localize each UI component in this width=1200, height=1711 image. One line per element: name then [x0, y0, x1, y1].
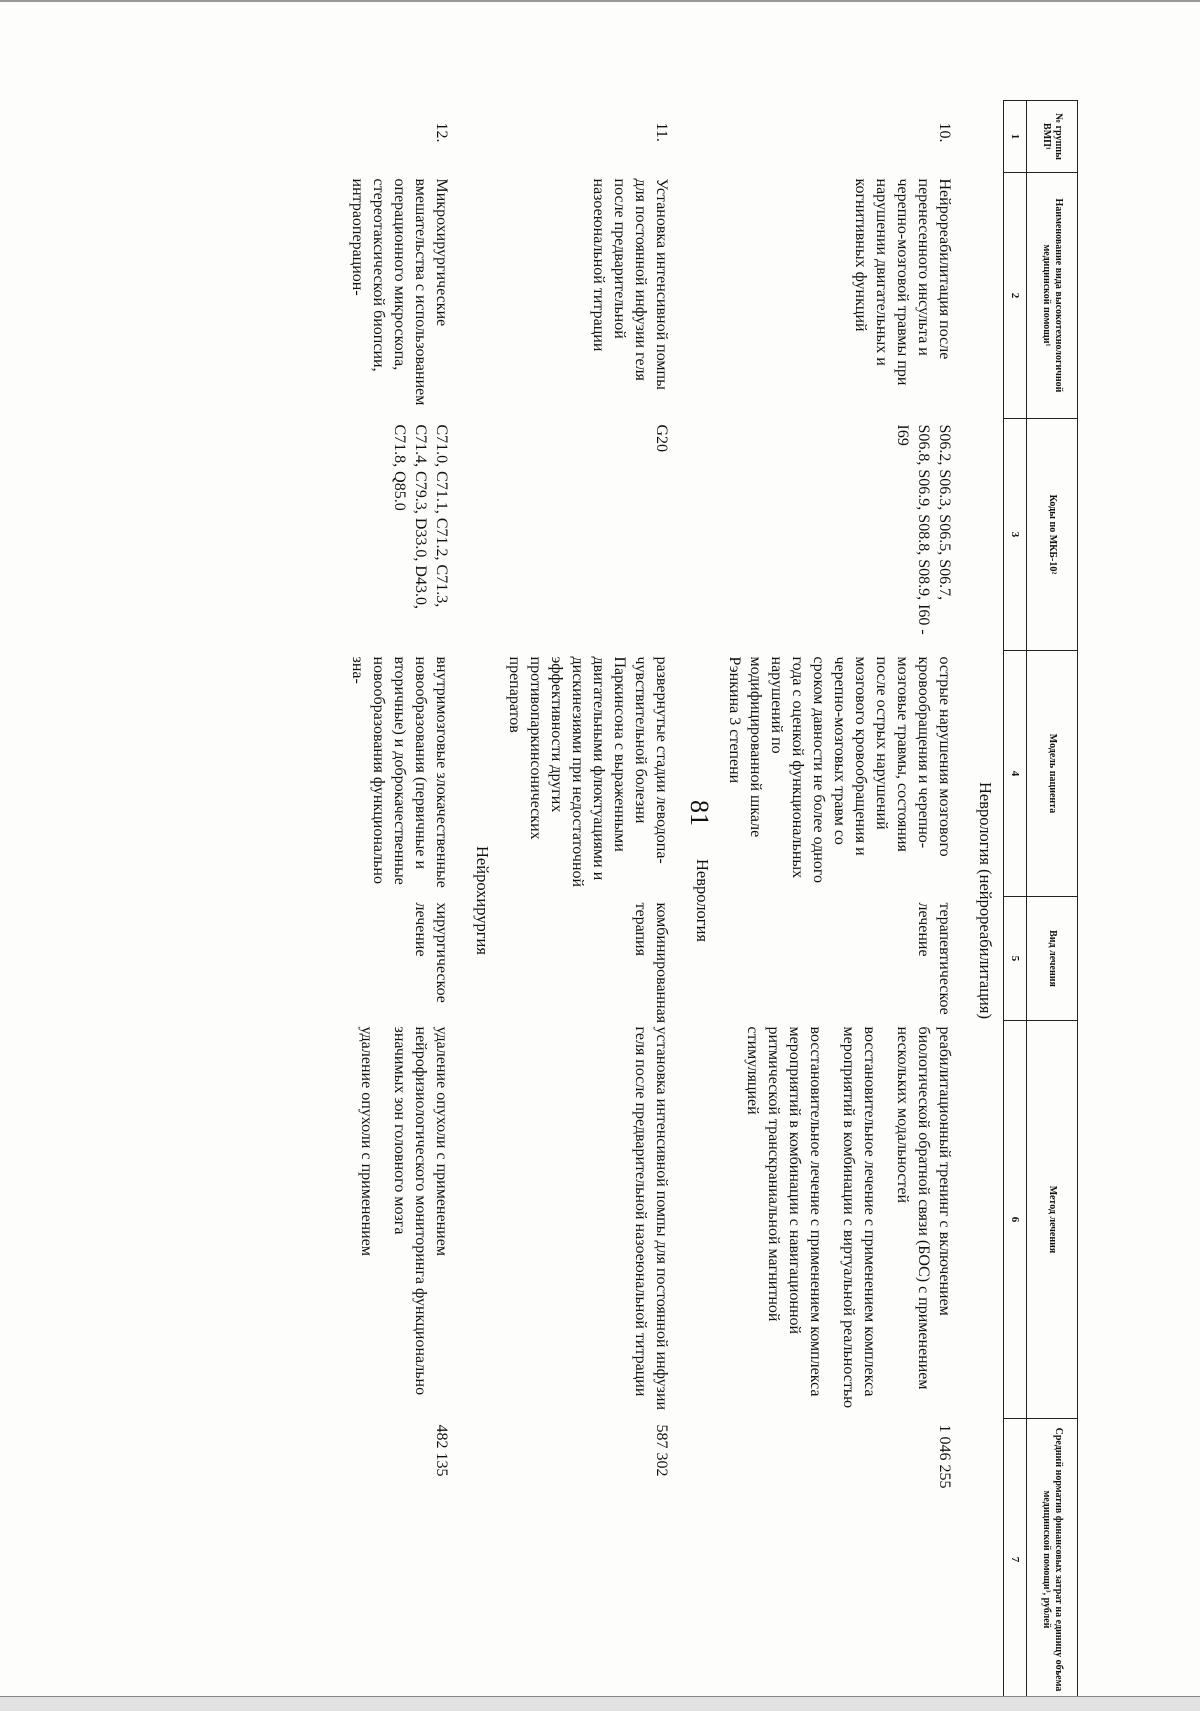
icd-codes: S06.2, S06.3, S06.5, S06.7, S06.8, S06.9, S08.8, S08.9, I60 - I69 — [894, 424, 953, 635]
header-cost-standard: Средний норматив финансовых затрат на единицу объема медицинской помощи³, рублей — [1027, 1419, 1078, 1701]
treatment-type: терапевтическое лечение — [915, 902, 953, 1015]
section-title: Нейрохирургия — [473, 846, 492, 955]
table-row — [343, 101, 470, 1701]
column-number: 3 — [1004, 419, 1027, 651]
rotated-table-container — [98, 100, 1078, 1700]
treatment-method: удаление опухоли с применением — [358, 1026, 375, 1256]
scan-edge-top — [0, 0, 1200, 2]
treatment-methods — [500, 1021, 690, 1419]
icd-codes: C71.0, C71.1, C71.2, C71.3, C71.4, C79.3, D33.0, D43.0, C71.8, Q85.0 — [391, 424, 450, 609]
table-row — [720, 101, 973, 1701]
medical-care-table — [343, 100, 1078, 1701]
icd-codes: G20 — [653, 424, 670, 453]
cost-value: 1 046 255 — [936, 1424, 953, 1489]
cost-value: 587 302 — [653, 1424, 670, 1477]
column-number: 7 — [1004, 1419, 1027, 1701]
care-name: Нейрореабилитация после перенесенного инсульта и черепно-мозговой травмы при нарушении двигательных и когнитивных функций — [852, 178, 953, 386]
table-row — [500, 101, 690, 1701]
section-title: Неврология (нейрореабилитация) — [976, 782, 995, 1019]
group-number: 10. — [936, 122, 953, 143]
treatment-method: восстановительное лечение с применением комплекса мероприятий в комбинации с виртуальной реальностью — [840, 1026, 878, 1409]
column-number: 4 — [1004, 651, 1027, 897]
section-heading-row — [690, 101, 720, 1701]
section-heading-row — [973, 101, 1004, 1701]
patient-model: развернутые стадии леводопа-чувствительной болезни Паркинсона с выраженными двигательными флюктуациями и дискинезиями при недостаточной эффективности других противопаркинсонических препаратов — [506, 656, 670, 888]
treatment-type: комбинированная терапия — [632, 902, 670, 1024]
header-group-no: № группы ВМП¹ — [1027, 101, 1078, 173]
group-number: 12. — [433, 122, 450, 143]
section-heading-row — [470, 101, 500, 1701]
header-icd-codes: Коды по МКБ-10² — [1027, 419, 1078, 651]
section-title: Неврология — [693, 859, 712, 942]
treatment-method: реабилитационный тренинг с включением биологической обратной связи (БОС) с применением нескольких модальностей — [894, 1026, 953, 1390]
cost-value: 482 135 — [433, 1424, 450, 1477]
column-number: 2 — [1004, 173, 1027, 419]
column-number: 6 — [1004, 1021, 1027, 1419]
header-patient-model: Модель пациента — [1027, 651, 1078, 897]
column-number: 1 — [1004, 101, 1027, 173]
treatment-method: восстановительное лечение с применением комплекса мероприятий в комбинации с навигационной ритмической транскраниальной магнитной стимуляцией — [744, 1026, 824, 1397]
treatment-methods — [720, 1021, 973, 1419]
patient-model: внутримозговые злокачественные новообразования (первичные и вторичные) и доброкачественные новообразования функционально зна- — [349, 656, 450, 888]
header-treatment-method: Метод лечения — [1027, 1021, 1078, 1419]
header-row — [1027, 101, 1078, 1701]
treatment-methods — [343, 1021, 470, 1419]
page-number: 81 — [685, 800, 714, 826]
header-care-name: Наименование вида высокотехнологичной медицинской помощи¹ — [1027, 173, 1078, 419]
scan-edge-bottom — [0, 1696, 1200, 1711]
care-name: Установка интенсивной помпы для постоянной инфузии геля после предварительной назоеюнальной титрации — [590, 178, 670, 390]
treatment-method: установка интенсивной помпы для постоянной инфузии геля после предварительной назоеюнальной титрации — [632, 1026, 670, 1411]
treatment-method: удаление опухоли с применением нейрофизиологического мониторинга функционально значимых зон головного мозга — [391, 1026, 450, 1396]
column-number-row — [1004, 101, 1027, 1701]
treatment-type: хирургическое лечение — [412, 902, 450, 1003]
column-number: 5 — [1004, 897, 1027, 1021]
header-treatment-type: Вид лечения — [1027, 897, 1078, 1021]
group-number: 11. — [653, 122, 670, 142]
care-name: Микрохирургические вмешательства с использованием операционного микроскопа, стереотаксической биопсии, интраоперацион- — [349, 178, 450, 406]
patient-model: острые нарушения мозгового кровообращения и черепно-мозговые травмы, состояния после острых нарушений мозгового кровообращения и черепно-мозговых травм со сроком давности не более одного года с оценкой функциональных нарушений по модифицированной шкале Рэнкина 3 степени — [726, 656, 953, 883]
